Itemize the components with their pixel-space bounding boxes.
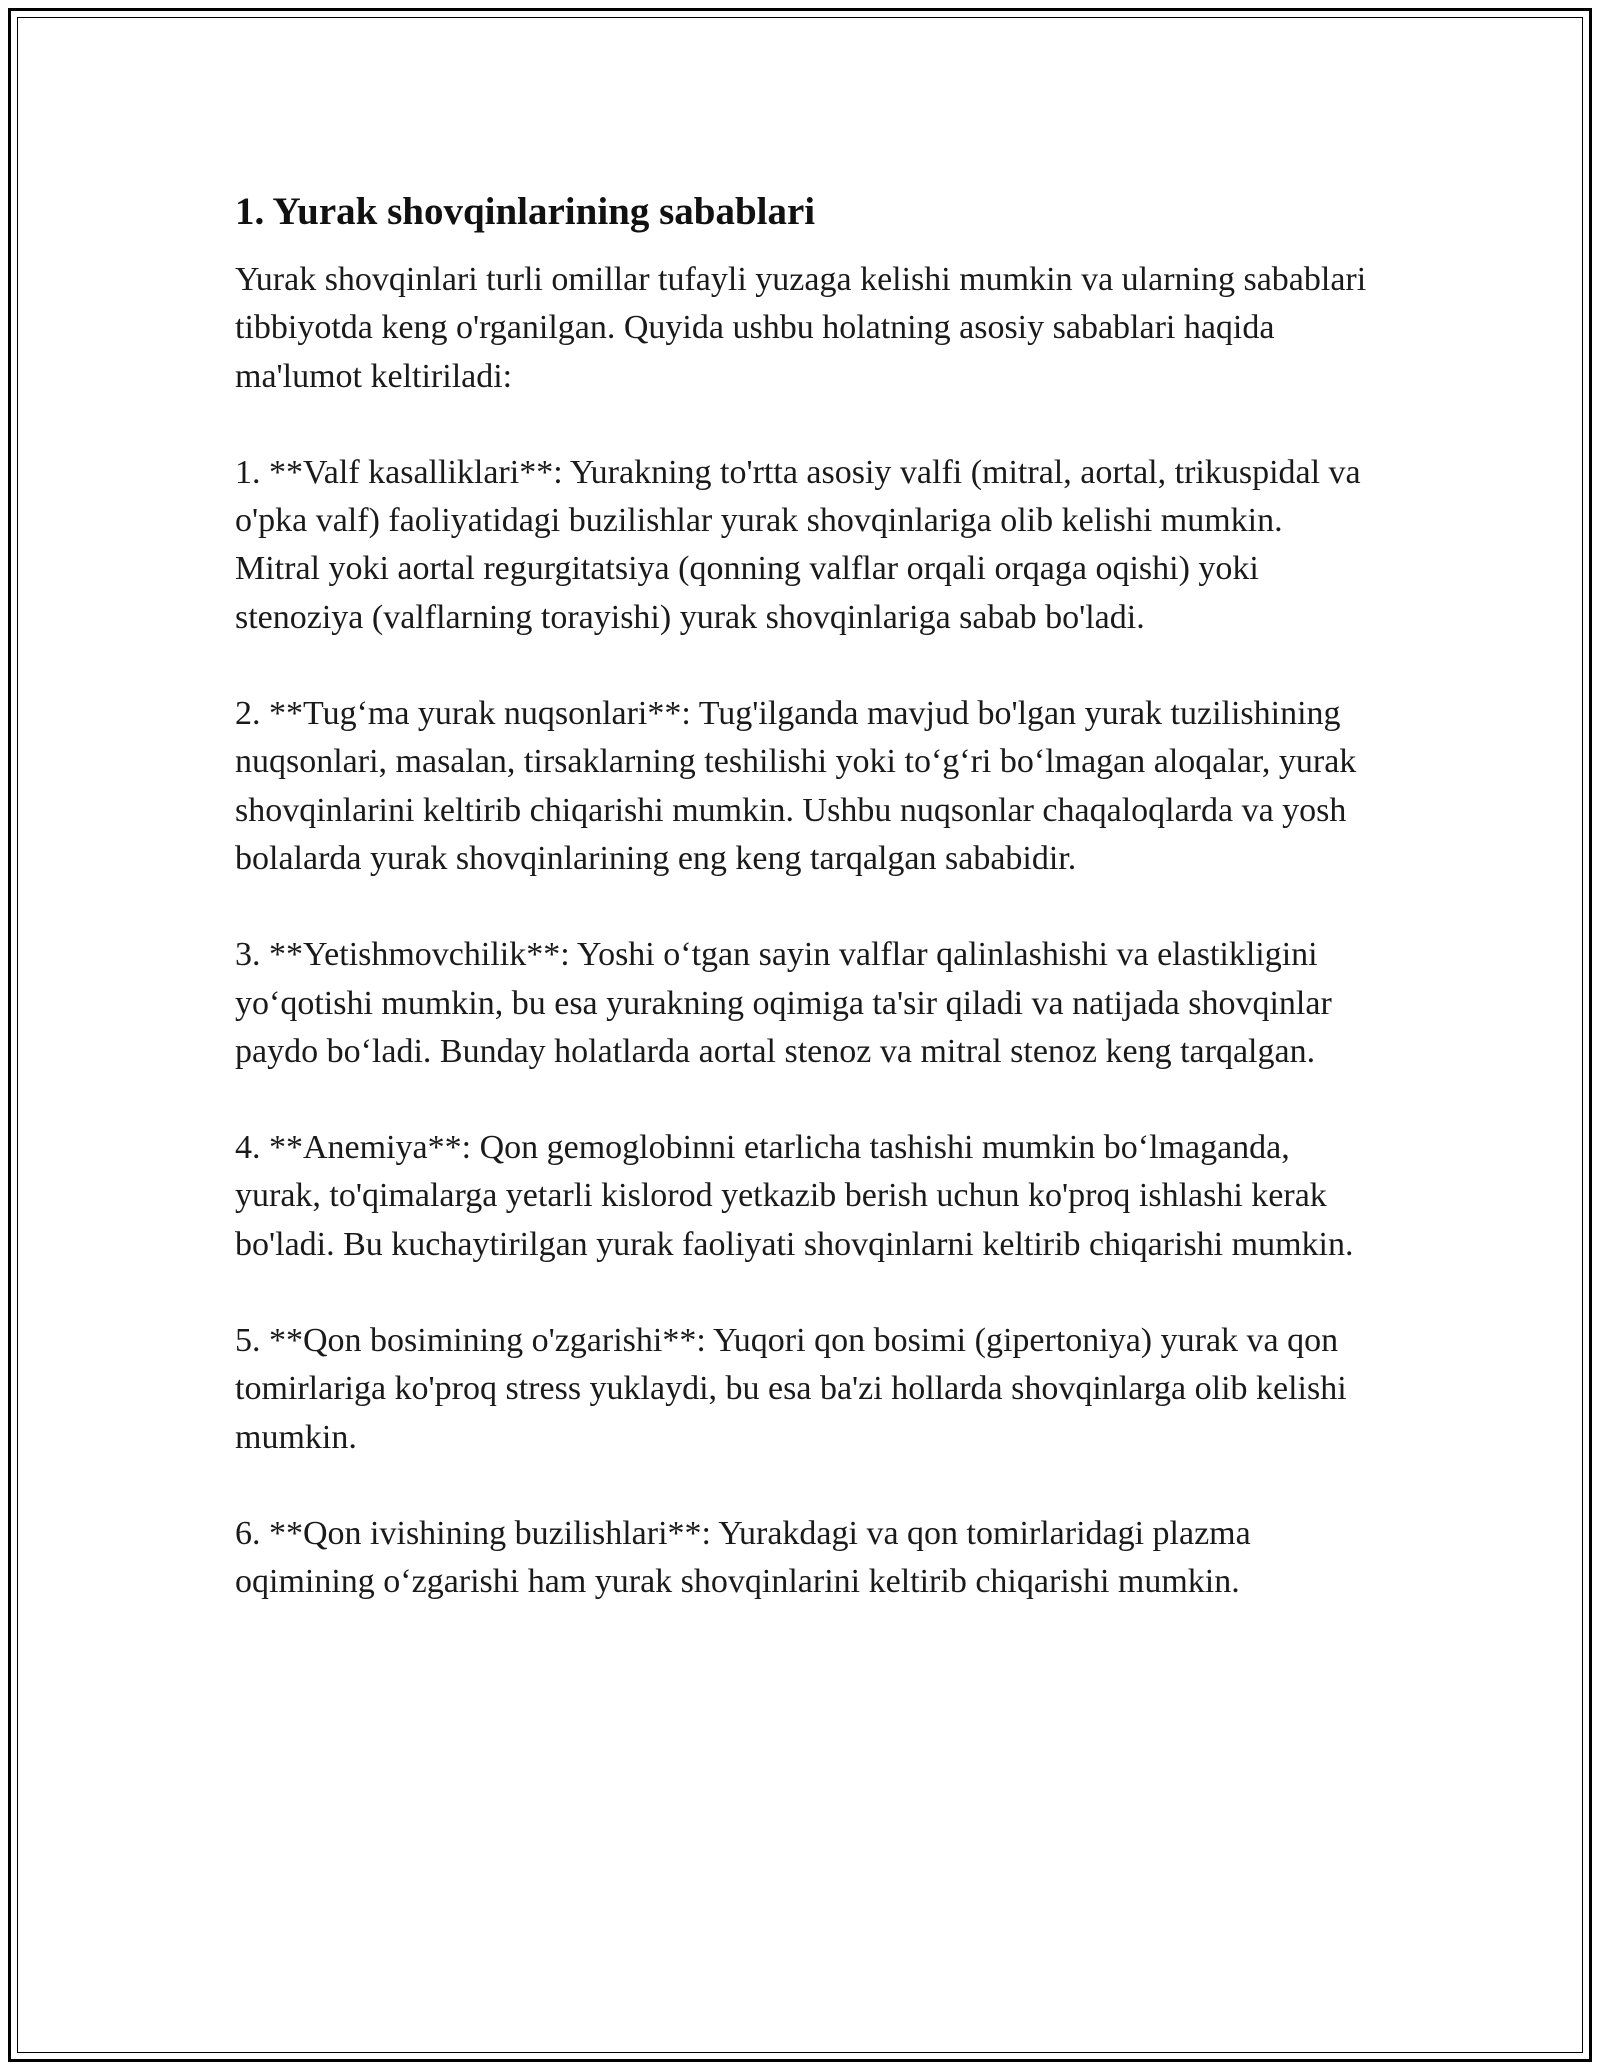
list-item-valve-diseases: 1. **Valf kasalliklari**: Yurakning to'rtta asosiy valfi (mitral, aortal, trikuspidal va o'pka valf) faoliyatidagi buzilishlar yurak shovqinlariga olib kelishi mumkin. Mitral yoki aortal regurgitatsiya (qonning valflar orqali orqaga oqishi) yoki stenoziya (valflarning torayishi) yurak shovqinlariga sabab bo'ladi. xyxy=(235,453,1361,636)
list-item-anemia: 4. **Anemiya**: Qon gemoglobinni etarlicha tashishi mumkin bo‘lmaganda, yurak, to'qimalarga yetarli kislorod yetkazib berish uchun ko'proq ishlashi kerak bo'ladi. Bu kuchaytirilgan yurak faoliyati shovqinlarni keltirib chiqarishi mumkin. xyxy=(235,1129,1354,1263)
list-item-congenital-defects: 2. **Tug‘ma yurak nuqsonlari**: Tug'ilganda mavjud bo'lgan yurak tuzilishining nuqsonlari, masalan, tirsaklarning teshilishi yoki to‘g‘ri bo‘lmagan aloqalar, yurak shovqinlarini keltirib chiqarishi mumkin. Ushbu nuqsonlar chaqaloqlarda va yosh bolalarda yurak shovqinlarining eng keng tarqalgan sababidir. xyxy=(235,695,1357,877)
intro-paragraph: Yurak shovqinlari turli omillar tufayli yuzaga kelishi mumkin va ularning sabablari tibbiyotda keng o'rganilgan. Quyida ushbu holatning asosiy sabablari haqida ma'lumot keltiriladi: xyxy=(235,261,1367,395)
list-item-blood-pressure: 5. **Qon bosimining o'zgarishi**: Yuqori qon bosimi (gipertoniya) yurak va qon tomirlariga ko'proq stress yuklaydi, bu esa ba'zi hollarda shovqinlarga olib kelishi mumkin. xyxy=(235,1322,1347,1456)
section-heading: 1. Yurak shovqinlarining sabablari xyxy=(235,190,816,233)
list-item-insufficiency: 3. **Yetishmovchilik**: Yoshi o‘tgan sayin valflar qalinlashishi va elastikligini yo‘qotishi mumkin, bu esa yurakning oqimiga ta'sir qiladi va natijada shovqinlar paydo bo‘ladi. Bunday holatlarda aortal stenoz va mitral stenoz keng tarqalgan. xyxy=(235,936,1332,1070)
document-body xyxy=(235,186,1375,1607)
list-item-clotting-disorders: 6. **Qon ivishining buzilishlari**: Yurakdagi va qon tomirlaridagi plazma oqimining o‘zgarishi ham yurak shovqinlarini keltirib chiqarishi mumkin. xyxy=(235,1514,1251,1601)
